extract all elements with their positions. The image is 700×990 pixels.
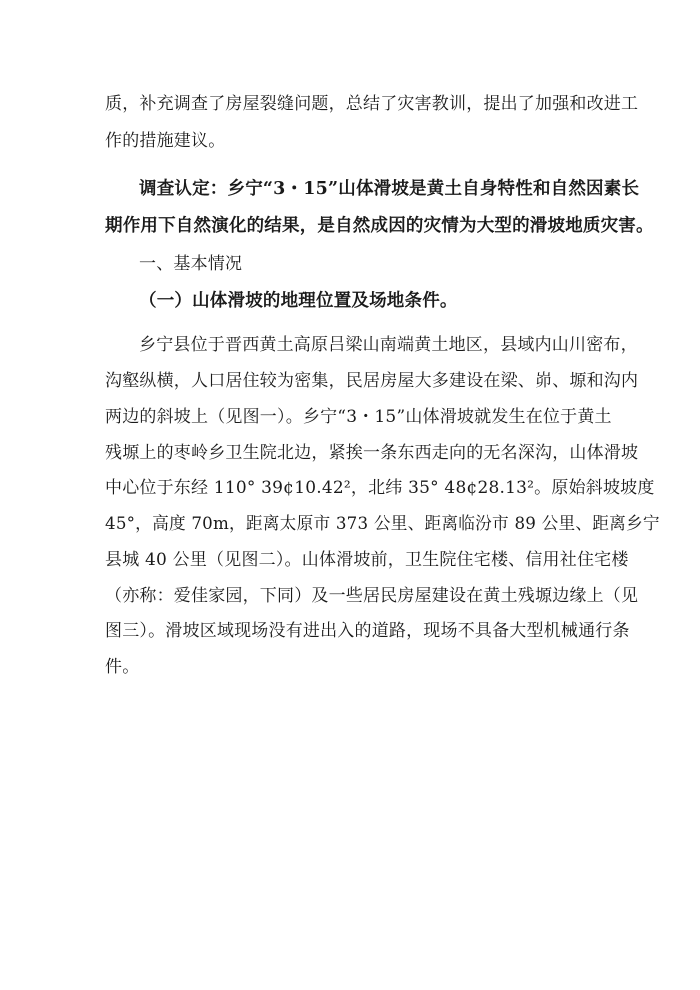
body-line-8: （亦称：爱佳家园，下同）及一些居民房屋建设在黄土残塬边缘上（见	[105, 586, 639, 606]
conclusion-line-2: 期作用下自然演化的结果，是自然成因的灾情为大型的滑坡地质灾害。	[105, 216, 654, 236]
subsection-heading: （一）山体滑坡的地理位置及场地条件。	[139, 291, 458, 311]
body-line-2: 沟壑纵横，人口居住较为密集，民居房屋大多建设在梁、峁、塬和沟内	[105, 371, 639, 391]
body-line-3: 两边的斜坡上（见图一）。乡宁“3・15”山体滑坡就发生在位于黄土	[105, 407, 612, 427]
body-line-6: 45°，高度 70m，距离太原市 373 公里、距离临汾市 89 公里、距离乡宁	[105, 514, 660, 534]
intro-line-1: 质，补充调查了房屋裂缝问题，总结了灾害教训，提出了加强和改进工	[105, 94, 639, 114]
body-line-7: 县城 40 公里（见图二）。山体滑坡前，卫生院住宅楼、信用社住宅楼	[105, 550, 629, 570]
body-line-10: 件。	[105, 657, 140, 677]
intro-line-2: 作的措施建议。	[105, 131, 226, 151]
body-line-4: 残塬上的枣岭乡卫生院北边，紧挨一条东西走向的无名深沟，山体滑坡	[105, 443, 639, 463]
body-line-1: 乡宁县位于晋西黄土高原吕梁山南端黄土地区，县域内山川密布，	[139, 335, 638, 355]
body-line-9: 图三）。滑坡区域现场没有进出入的道路，现场不具备大型机械通行条	[105, 621, 630, 641]
conclusion-line-1: 调查认定：乡宁“3・15”山体滑坡是黄土自身特性和自然因素长	[139, 179, 640, 199]
section-heading: 一、基本情况	[139, 254, 243, 274]
body-line-5: 中心位于东经 110° 39¢10.42²，北纬 35° 48¢28.13²。原始斜坡坡度	[105, 478, 655, 498]
